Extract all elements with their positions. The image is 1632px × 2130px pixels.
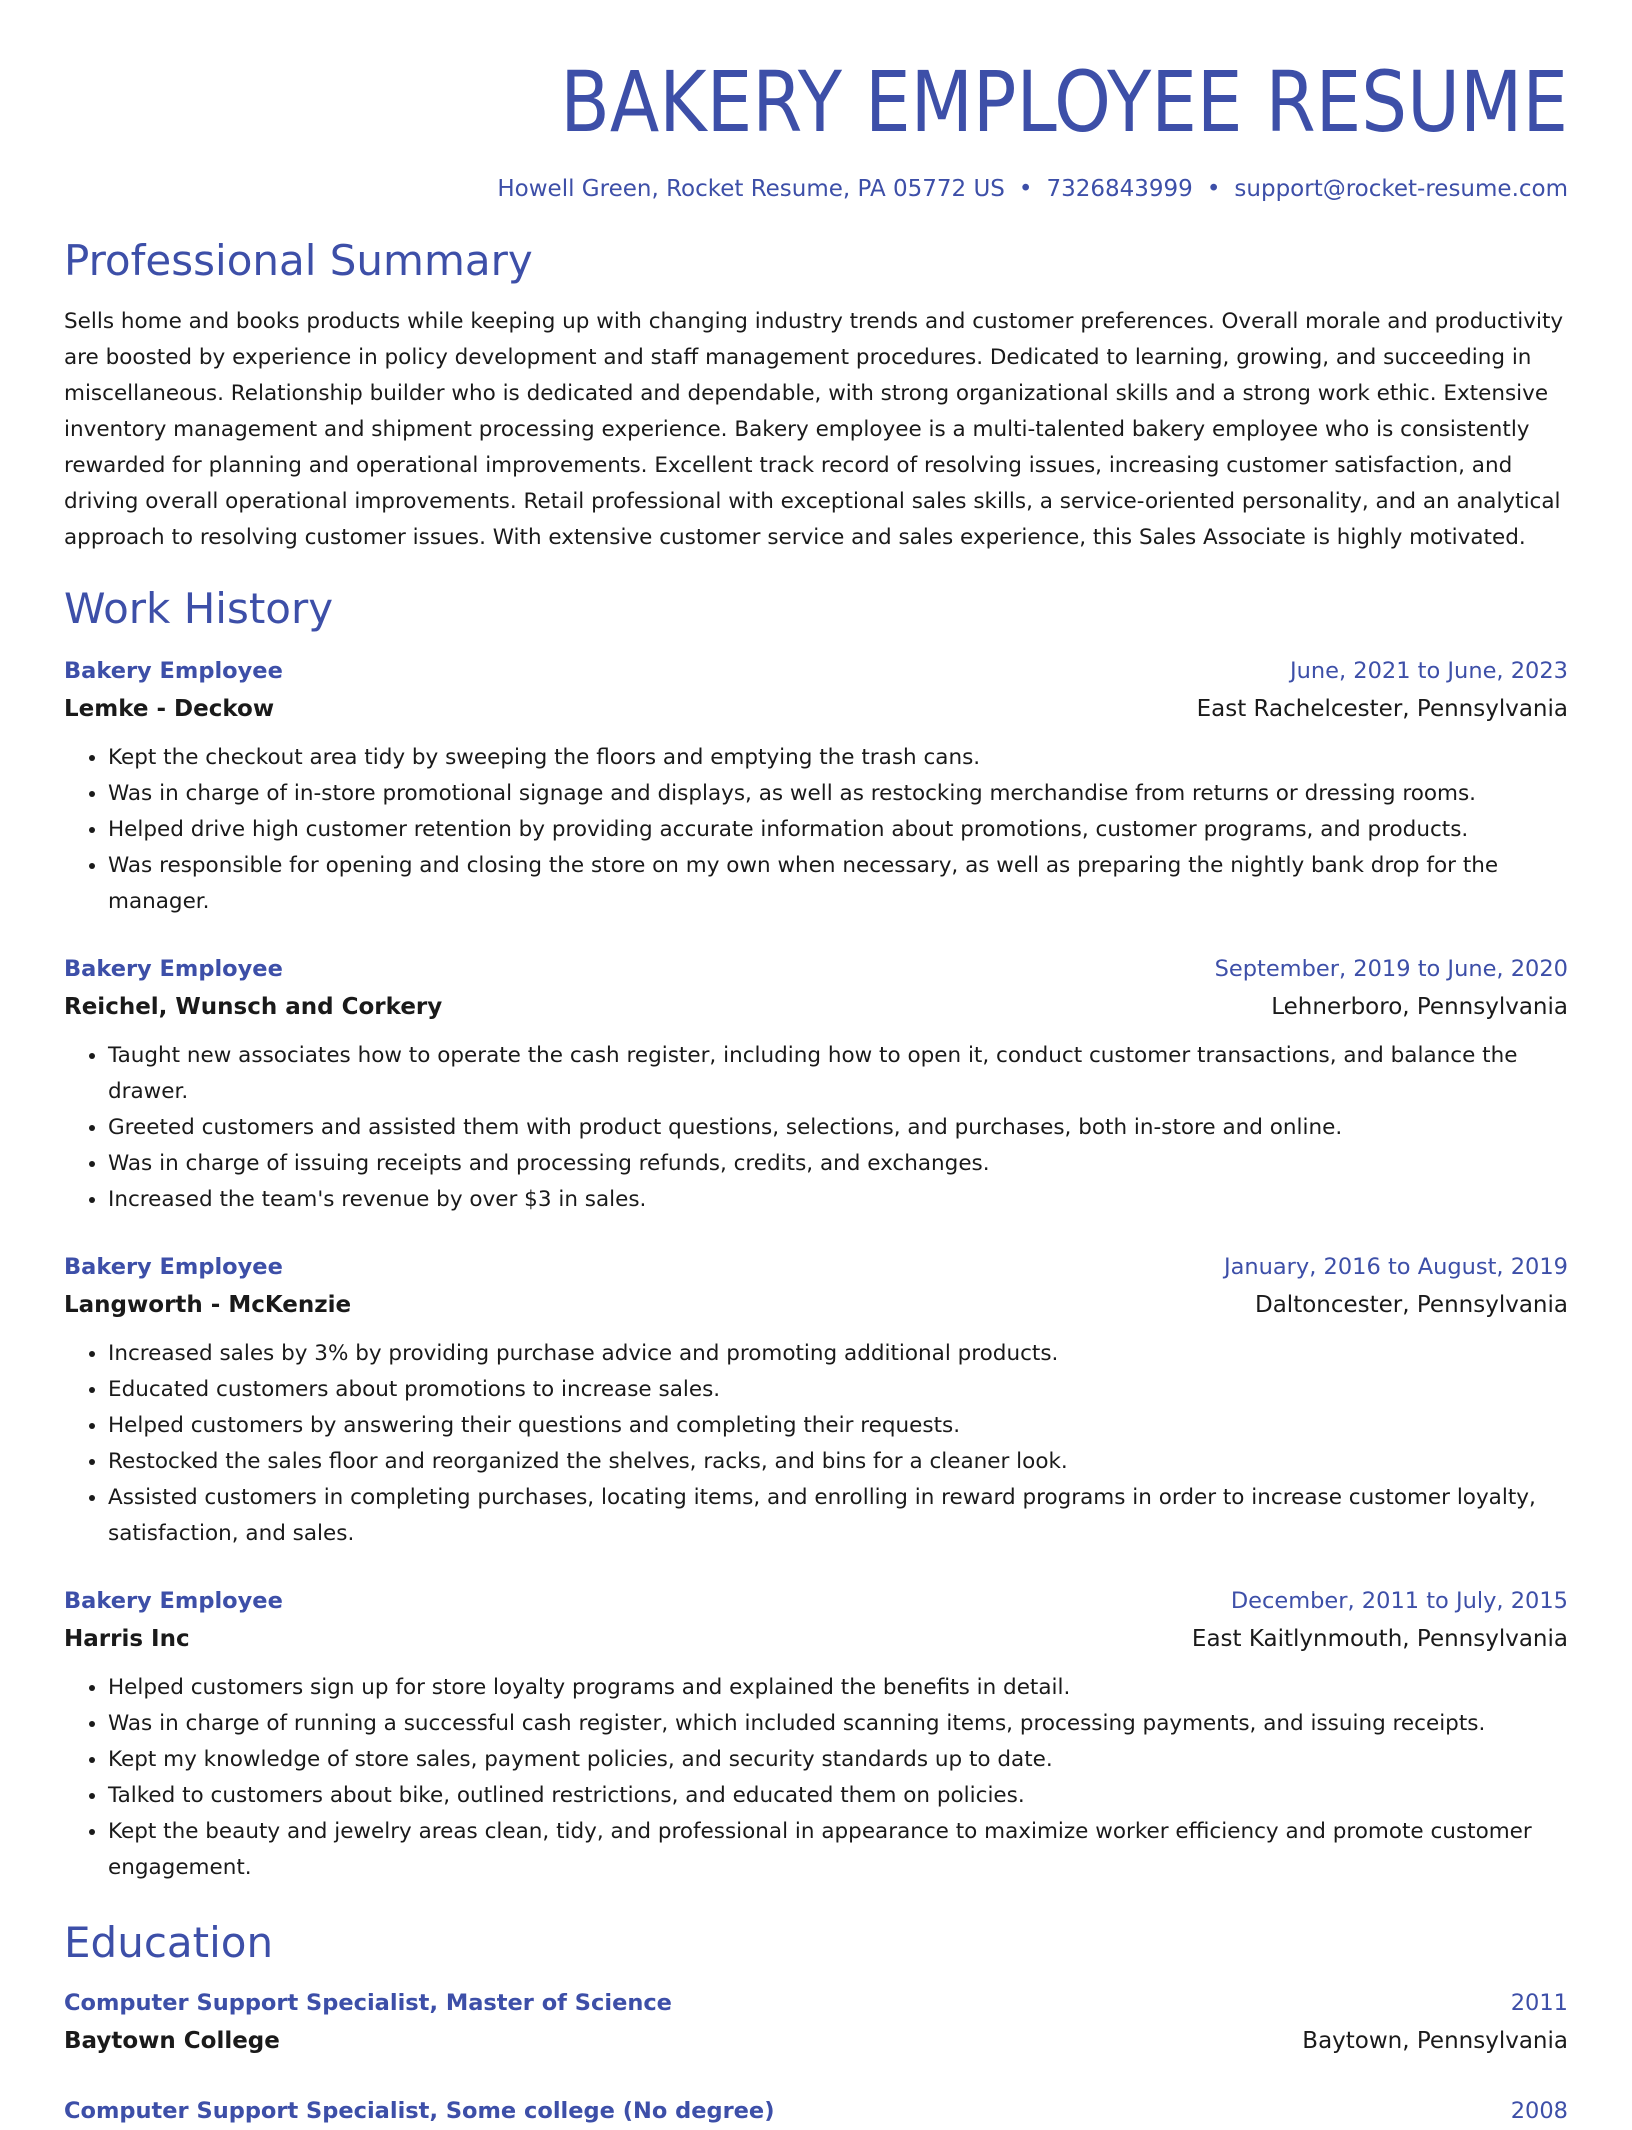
job-dates: December, 2011 to July, 2015 bbox=[1230, 1588, 1568, 1614]
job-bullet: • Educated customers about promotions to increase sales. bbox=[108, 1372, 1568, 1408]
job-bullet: • Taught new associates how to operate the cash register, including how to open it, conduct customer transactions, and balance the drawer. bbox=[108, 1038, 1568, 1110]
job-employer: Harris Inc bbox=[64, 1626, 190, 1652]
education-location: Baytown, Pennsylvania bbox=[1302, 2028, 1568, 2054]
job-bullet: • Was responsible for opening and closing the store on my own when necessary, as well as preparing the nightly bank drop for the manager. bbox=[108, 848, 1568, 920]
education-entry bbox=[64, 2092, 1568, 2130]
job-bullets bbox=[64, 1038, 1568, 1218]
job-bullet: • Greeted customers and assisted them with product questions, selections, and purchases, both in-store and online. bbox=[108, 1110, 1568, 1146]
resume-header bbox=[64, 0, 1568, 202]
education-degree: Computer Support Specialist, Some college (No degree) bbox=[64, 2098, 775, 2124]
job-bullets bbox=[64, 1670, 1568, 1886]
job-location: Lehnerboro, Pennsylvania bbox=[1271, 994, 1568, 1020]
job-employer: Reichel, Wunsch and Corkery bbox=[64, 994, 443, 1020]
contact-address: Howell Green, Rocket Resume, PA 05772 US bbox=[497, 176, 1005, 202]
job-bullet: • Helped customers sign up for store loyalty programs and explained the benefits in detail. bbox=[108, 1670, 1568, 1706]
job-bullet: • Helped drive high customer retention by providing accurate information about promotions, customer programs, and products. bbox=[108, 812, 1568, 848]
job-bullets bbox=[64, 740, 1568, 920]
education-entry bbox=[64, 1984, 1568, 2060]
education-year: 2011 bbox=[1510, 1990, 1568, 2016]
job-dates: September, 2019 to June, 2020 bbox=[1214, 956, 1568, 982]
job-title: Bakery Employee bbox=[64, 956, 283, 982]
job-bullet: • Was in charge of issuing receipts and processing refunds, credits, and exchanges. bbox=[108, 1146, 1568, 1182]
job-bullet: • Assisted customers in completing purchases, locating items, and enrolling in reward programs in order to increase customer loyalty, satisfaction, and sales. bbox=[108, 1480, 1568, 1552]
job-location: East Rachelcester, Pennsylvania bbox=[1196, 696, 1568, 722]
job-employer: Lemke - Deckow bbox=[64, 696, 275, 722]
education-school: Baytown College bbox=[64, 2028, 280, 2054]
contact-email: support@rocket-resume.com bbox=[1234, 176, 1568, 202]
job-location: Daltoncester, Pennsylvania bbox=[1255, 1292, 1568, 1318]
job-bullets bbox=[64, 1336, 1568, 1552]
job-entry bbox=[64, 1582, 1568, 1886]
job-entry bbox=[64, 652, 1568, 920]
education-degree: Computer Support Specialist, Master of Science bbox=[64, 1990, 672, 2016]
job-location: East Kaitlynmouth, Pennsylvania bbox=[1191, 1626, 1568, 1652]
contact-phone: 7326843999 bbox=[1046, 176, 1193, 202]
job-bullet: • Helped customers by answering their questions and completing their requests. bbox=[108, 1408, 1568, 1444]
summary-text: Sells home and books products while keeping up with changing industry trends and customer preferences. Overall morale and productivity are boosted by experience in policy development and staff management procedures. Dedicated to learning, growing, and succeeding in miscellaneous. Relationship builder who is dedicated and dependable, with strong organizational skills and a strong work ethic. Extensive inventory management and shipment processing experience. Bakery employee is a multi-talented bakery employee who is consistently rewarded for planning and operational improvements. Excellent track record of resolving issues, increasing customer satisfaction, and driving overall operational improvements. Retail professional with exceptional sales skills, a service-oriented personality, and an analytical approach to resolving customer issues. With extensive customer service and sales experience, this Sales Associate is highly motivated. bbox=[64, 309, 1564, 550]
education-year: 2008 bbox=[1510, 2098, 1568, 2124]
section-heading-work-history: Work History bbox=[64, 584, 334, 633]
contact-line bbox=[64, 176, 1568, 202]
resume-title: BAKERY EMPLOYEE RESUME bbox=[560, 53, 1568, 151]
contact-separator: • bbox=[1018, 176, 1033, 202]
job-title: Bakery Employee bbox=[64, 1588, 283, 1614]
section-heading-education: Education bbox=[64, 1918, 274, 1967]
contact-separator: • bbox=[1206, 176, 1221, 202]
job-entry bbox=[64, 1248, 1568, 1552]
job-bullet: • Kept the beauty and jewelry areas clean, tidy, and professional in appearance to maximize worker efficiency and promote customer engagement. bbox=[108, 1814, 1568, 1886]
summary-section bbox=[64, 236, 1568, 556]
job-bullet: • Increased sales by 3% by providing purchase advice and promoting additional products. bbox=[108, 1336, 1568, 1372]
job-title: Bakery Employee bbox=[64, 658, 283, 684]
job-employer: Langworth - McKenzie bbox=[64, 1292, 352, 1318]
job-bullet: • Talked to customers about bike, outlined restrictions, and educated them on policies. bbox=[108, 1778, 1568, 1814]
job-bullet: • Increased the team's revenue by over $3 in sales. bbox=[108, 1182, 1568, 1218]
job-bullet: • Restocked the sales floor and reorganized the shelves, racks, and bins for a cleaner look. bbox=[108, 1444, 1568, 1480]
job-bullet: • Was in charge of running a successful cash register, which included scanning items, processing payments, and issuing receipts. bbox=[108, 1706, 1568, 1742]
job-entry bbox=[64, 950, 1568, 1218]
job-dates: June, 2021 to June, 2023 bbox=[1289, 658, 1568, 684]
job-title: Bakery Employee bbox=[64, 1254, 283, 1280]
job-bullet: • Kept my knowledge of store sales, payment policies, and security standards up to date. bbox=[108, 1742, 1568, 1778]
education-section bbox=[64, 1918, 1568, 2130]
job-bullet: • Kept the checkout area tidy by sweeping the floors and emptying the trash cans. bbox=[108, 740, 1568, 776]
section-heading-summary: Professional Summary bbox=[64, 236, 533, 285]
job-dates: January, 2016 to August, 2019 bbox=[1223, 1254, 1568, 1280]
job-bullet: • Was in charge of in-store promotional signage and displays, as well as restocking merchandise from returns or dressing rooms. bbox=[108, 776, 1568, 812]
work-history-section bbox=[64, 584, 1568, 1886]
